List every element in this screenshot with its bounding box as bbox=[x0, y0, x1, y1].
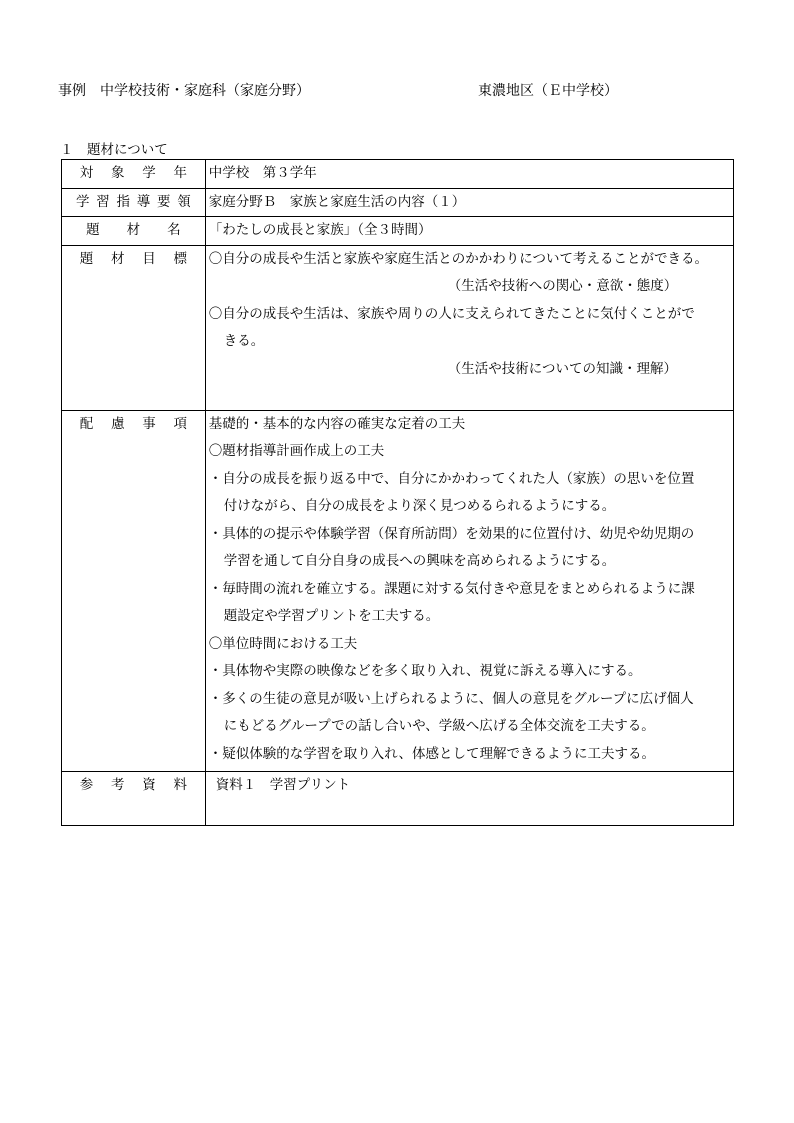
goal-viewpoint: （生活や技術についての知識・理解） bbox=[447, 360, 677, 377]
consideration-item: ・疑似体験的な学習を取り入れ、体感として理解できるように工夫する。 bbox=[208, 745, 656, 762]
goal-line: 〇自分の成長や生活は、家族や周りの人に支えられてきたことに気付くことがで bbox=[208, 305, 695, 322]
consideration-item-cont: 題設定や学習プリントを工夫する。 bbox=[223, 608, 440, 624]
consideration-item: ・毎時間の流れを確立する。課題に対する気付きや意見をまとめられるように課 bbox=[208, 580, 695, 597]
row-label: 対 象 学 年 bbox=[79, 165, 194, 181]
table-row bbox=[62, 188, 734, 217]
consideration-subheading: 〇題材指導計画作成上の工夫 bbox=[208, 443, 385, 459]
goal-line: 〇自分の成長や生活と家族や家庭生活とのかかわりについて考えることができる。 bbox=[208, 250, 708, 267]
consideration-item: ・多くの生徒の意見が吸い上げられるように、個人の意見をグループに広げ個人 bbox=[208, 690, 694, 707]
consideration-item-cont: 付けながら、自分の成長をより深く見つめるられるようにする。 bbox=[223, 498, 616, 514]
goal-line: きる。 bbox=[223, 333, 265, 349]
row-value: 家庭分野Ｂ 家族と家庭生活の内容（１） bbox=[208, 193, 466, 210]
row-value: 中学校 第３学年 bbox=[208, 165, 317, 181]
section-title: １ 題材について bbox=[60, 142, 168, 158]
reference-material: 資料１ 学習プリント bbox=[215, 776, 351, 793]
row-label: 題 材 目 標 bbox=[79, 250, 194, 267]
table-row bbox=[62, 217, 734, 246]
table-row bbox=[62, 771, 734, 825]
goal-viewpoint: （生活や技術への関心・意欲・態度） bbox=[447, 278, 678, 294]
topic-table bbox=[61, 159, 734, 826]
row-label: 参 考 資 料 bbox=[79, 776, 194, 793]
table-row bbox=[62, 160, 734, 189]
table-row bbox=[62, 245, 734, 410]
consideration-item: ・具体物や実際の映像などを多く取り入れ、視覚に訴える導入にする。 bbox=[208, 663, 642, 679]
row-label: 学習指導要領 bbox=[76, 193, 198, 210]
row-label: 題 材 名 bbox=[86, 222, 188, 238]
row-value: 「わたしの成長と家族」（全３時間） bbox=[208, 222, 432, 238]
row-label: 配 慮 事 項 bbox=[79, 415, 194, 432]
consideration-heading: 基礎的・基本的な内容の確実な定着の工夫 bbox=[208, 415, 466, 432]
consideration-item-cont: 学習を通して自分自身の成長への興味を高められるようにする。 bbox=[223, 553, 616, 569]
document-title: 事例 中学校技術・家庭科（家庭分野） bbox=[58, 83, 310, 99]
table-row bbox=[62, 410, 734, 771]
consideration-item-cont: にもどるグループでの話し合いや、学級へ広げる全体交流を工夫する。 bbox=[223, 718, 655, 734]
school-label: 東濃地区（Ｅ中学校） bbox=[478, 83, 618, 99]
consideration-item: ・具体的の提示や体験学習（保育所訪問）を効果的に位置付け、幼児や幼児期の bbox=[208, 525, 695, 542]
consideration-item: ・自分の成長を振り返る中で、自分にかかわってくれた人（家族）の思いを位置 bbox=[208, 470, 695, 487]
consideration-subheading: 〇単位時間における工夫 bbox=[208, 635, 358, 652]
